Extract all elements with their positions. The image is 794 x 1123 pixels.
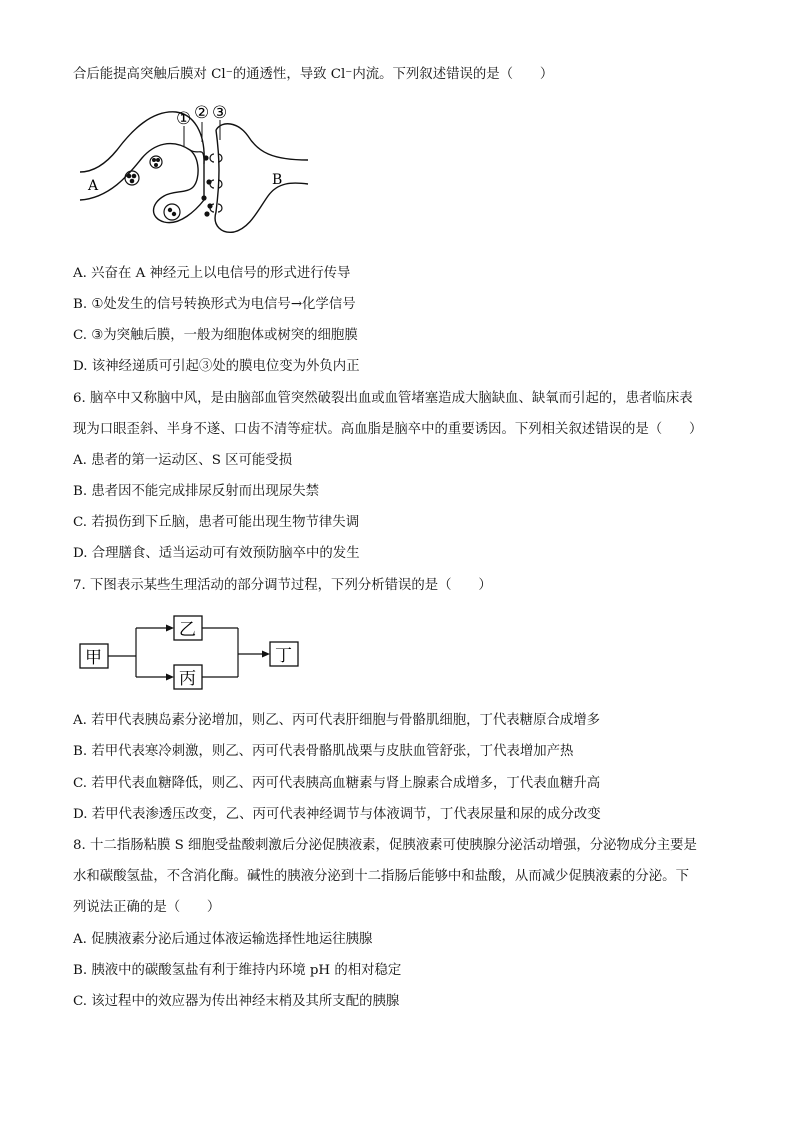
label-ding: 丁: [275, 646, 292, 666]
synapse-figure: [72, 100, 312, 240]
receptors: [210, 154, 222, 212]
label-a: A: [88, 178, 99, 194]
q7-stem: 7. 下图表示某些生理活动的部分调节过程，下列分析错误的是（ ）: [73, 578, 492, 593]
label-yi: 乙: [179, 620, 196, 640]
q7-option-d: D. 若甲代表渗透压改变，乙、丙可代表神经调节与体液调节，丁代表尿量和尿的成分改变: [73, 807, 601, 822]
q5-option-b: B. ①处发生的信号转换形式为电信号→化学信号: [73, 297, 356, 312]
q6-stem-line2: 现为口眼歪斜、半身不遂、口齿不清等症状。高血脂是脑卒中的重要诱因。下列相关叙述错误的是（ ）: [73, 422, 703, 437]
q8-stem-line2: 水和碳酸氢盐，不含消化酶。碱性的胰液分泌到十二指肠后能够中和盐酸，从而减少促胰液素的分泌。下: [73, 869, 689, 884]
q6-option-b: B. 患者因不能完成排尿反射而出现尿失禁: [73, 484, 319, 499]
q5-option-d: D. 该神经递质可引起③处的膜电位变为外负内正: [73, 359, 360, 374]
q7-option-a: A. 若甲代表胰岛素分泌增加，则乙、丙可代表肝细胞与骨骼肌细胞，丁代表糖原合成增多: [73, 713, 601, 728]
q6-option-c: C. 若损伤到下丘脑，患者可能出现生物节律失调: [73, 515, 360, 530]
marker-2: ②: [194, 103, 210, 123]
marker-3: ③: [212, 103, 228, 123]
q8-stem-line1: 8. 十二指肠粘膜 S 细胞受盐酸刺激后分泌促胰液素，促胰液素可使胰腺分泌活动增强，分泌物成分主要是: [73, 838, 697, 853]
marker-1: ①: [176, 109, 192, 129]
neuron-b-outline-lower: [215, 130, 308, 232]
q6-option-d: D. 合理膳食、适当运动可有效预防脑卒中的发生: [73, 546, 360, 561]
q8-option-b: B. 胰液中的碳酸氢盐有利于维持内环境 pH 的相对稳定: [73, 963, 402, 978]
q8-stem-line3: 列说法正确的是（ ）: [73, 900, 221, 915]
regulation-diagram: [78, 612, 308, 692]
vesicle-group: [125, 156, 180, 220]
q6-option-a: A. 患者的第一运动区、S 区可能受损: [73, 453, 293, 468]
q5-option-a: A. 兴奋在 A 神经元上以电信号的形式进行传导: [73, 266, 351, 281]
q7-option-c: C. 若甲代表血糖降低，则乙、丙可代表胰高血糖素与肾上腺素合成增多，丁代表血糖升高: [73, 776, 601, 791]
q8-option-c: C. 该过程中的效应器为传出神经末梢及其所支配的胰腺: [73, 994, 400, 1009]
label-b: B: [272, 172, 283, 188]
q6-stem-line1: 6. 脑卒中又称脑中风，是由脑部血管突然破裂出血或血管堵塞造成大脑缺血、缺氧而引起的，患者临床表: [73, 391, 693, 406]
neuron-b-outline-upper: [216, 124, 308, 160]
label-jia: 甲: [85, 648, 102, 668]
q5-stem: 合后能提高突触后膜对 Cl⁻的通透性，导致 Cl⁻内流。下列叙述错误的是（ ）: [73, 67, 554, 82]
q7-option-b: B. 若甲代表寒冷刺激，则乙、丙可代表骨骼肌战栗与皮肤血管舒张，丁代表增加产热: [73, 744, 574, 759]
q5-option-c: C. ③为突触后膜，一般为细胞体或树突的细胞膜: [73, 328, 358, 343]
q8-option-a: A. 促胰液素分泌后通过体液运输选择性地运往胰腺: [73, 932, 373, 947]
label-bing: 丙: [179, 669, 196, 689]
